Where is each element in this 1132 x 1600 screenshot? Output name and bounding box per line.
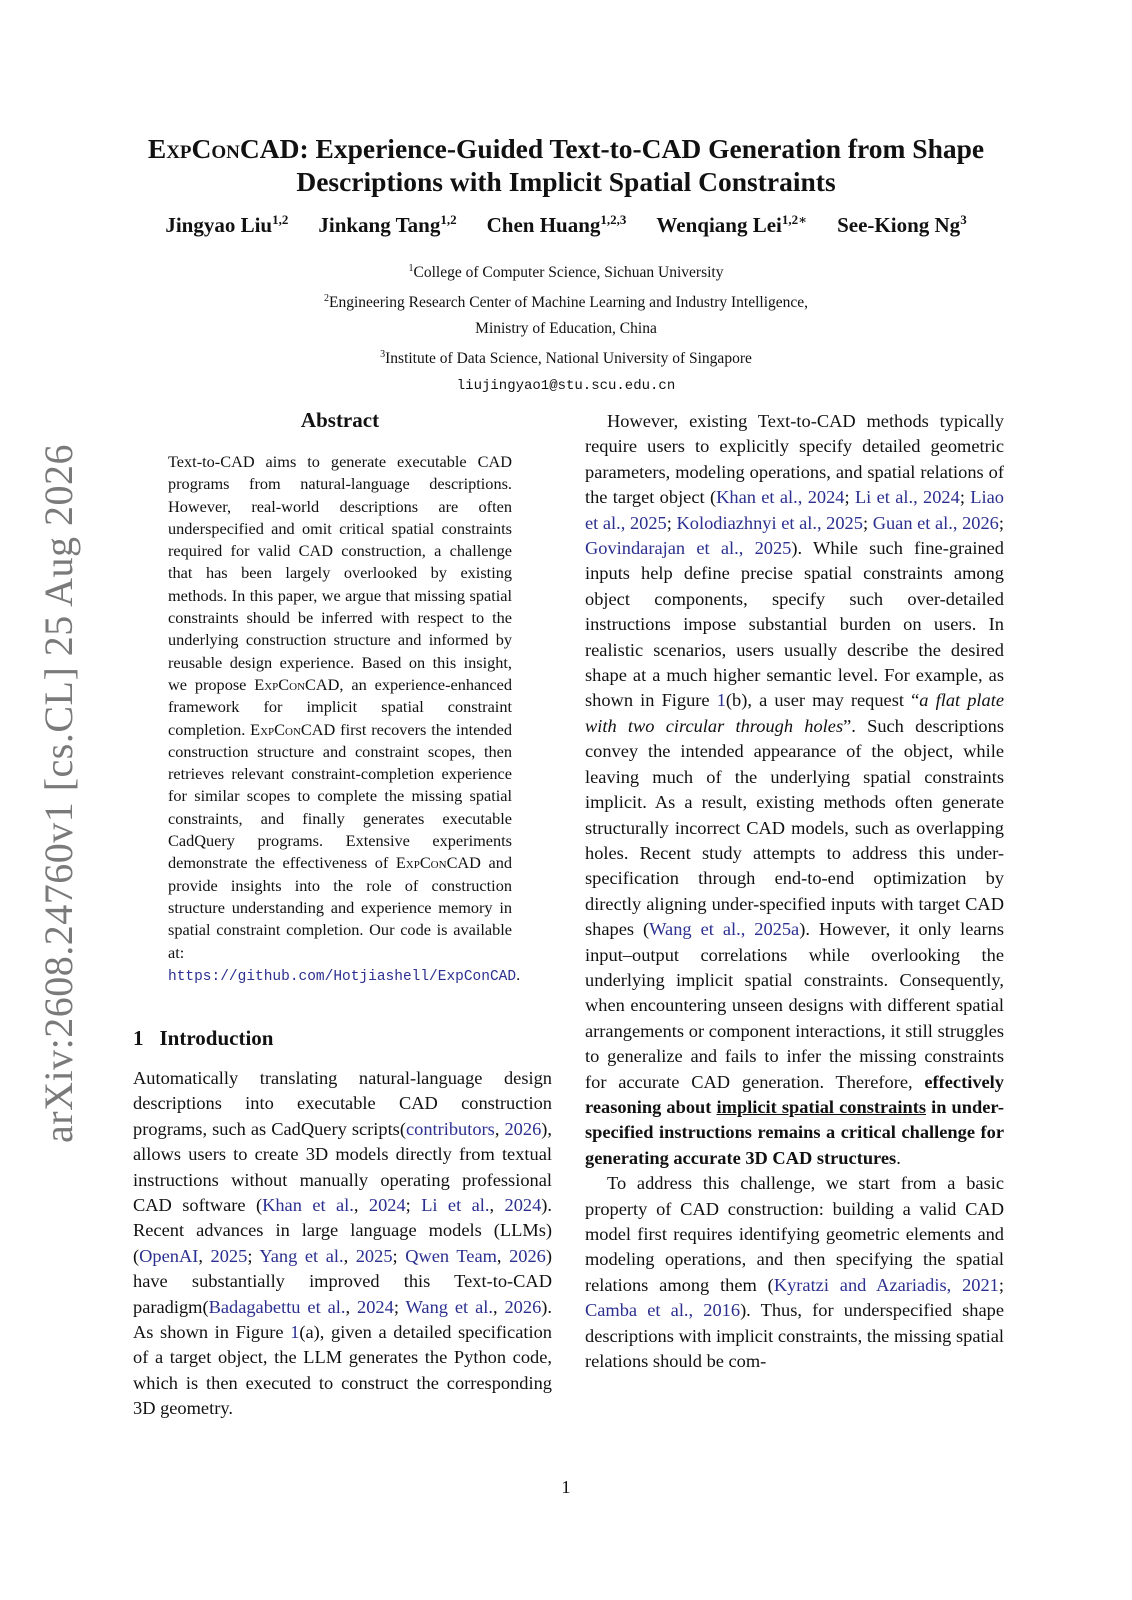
citation-link[interactable]: Guan et al., 2026 xyxy=(872,512,999,533)
citation-link[interactable]: Kyratzi and Azariadis, 2021 xyxy=(773,1274,999,1295)
affiliation-2: $^2$Engineering Research Center of Machine Learning and Industry Intelligence, xyxy=(323,293,809,312)
citation-link[interactable]: 2026 xyxy=(509,1245,546,1266)
citation-link[interactable]: Wang et al., 2025a xyxy=(649,919,800,940)
section-heading-introduction: 1 Introduction xyxy=(133,1026,274,1050)
arxiv-identifier xyxy=(26,443,90,1143)
affiliations xyxy=(110,256,1022,399)
citation-link[interactable]: 2025 xyxy=(355,1245,393,1266)
citation-link[interactable]: 2024 xyxy=(504,1195,542,1216)
citation-link[interactable]: Wang et al. xyxy=(405,1296,493,1317)
figure-reference-link[interactable]: 1 xyxy=(716,690,726,711)
affiliation-1: $^1$College of Computer Science, Sichuan University xyxy=(408,263,724,282)
citation-link[interactable]: Kolodiazhnyi et al., 2025 xyxy=(676,512,863,533)
citation-link[interactable]: Li et al. xyxy=(421,1195,490,1216)
citation-link[interactable]: Khan et al., 2024 xyxy=(716,487,845,508)
arxiv-identifier-text: arXiv:2608.24760v1 [cs.CL] 25 Aug 2026 xyxy=(35,443,81,1143)
abstract-body: Text-to-CAD aims to generate executable CAD programs from natural-language descriptions. However, real-world descriptions are often underspecified and omit critical spatial constraints required for valid CAD construction, a challenge that has been largely overlooked by existing methods. In this paper, we argue that missing spatial constraints should be inferred with respect to the underlying construction structure and informed by reusable design experience. Based on this insight, we propose ExpConCAD, an experience-enhanced framework for implicit spatial constraint completion. ExpConCAD first recovers the intended construction structure and constraint scopes, then retrieves relevant constraint-completion experience for similar scopes to complete the missing spatial constraints, and finally generates executable CadQuery programs. Extensive experiments demonstrate the effectiveness of ExpConCAD and provide insights into the role of construction structure understanding and experience memory in spatial constraint completion. Our code is available at: https://github.com/Hotjiashell/ExpConCAD. xyxy=(168,452,521,985)
citation-link[interactable]: 2024 xyxy=(357,1296,394,1317)
contact-email[interactable]: liujingyao1@stu.scu.edu.cn xyxy=(456,378,676,395)
citation-link[interactable]: Qwen Team xyxy=(405,1245,497,1266)
author: See-Kiong Ng$^3$ xyxy=(837,212,967,237)
author: Chen Huang$^{1,2,3}$ xyxy=(486,212,627,237)
citation-link[interactable]: 2024 xyxy=(368,1195,406,1216)
code-link[interactable]: https://github.com/Hotjiashell/ExpConCAD xyxy=(168,968,517,985)
paper-title xyxy=(110,132,1022,198)
citation-link[interactable]: contributors xyxy=(405,1118,495,1139)
affiliation-3: $^3$Institute of Data Science, National University of Singapore xyxy=(380,349,752,368)
title-line2: Descriptions with Implicit Spatial Constraints xyxy=(296,166,836,197)
citation-link[interactable]: Li et al., 2024 xyxy=(854,487,960,508)
citation-link[interactable]: Govindarajan et al., 2025 xyxy=(585,538,792,559)
citation-link[interactable]: Yang et al. xyxy=(259,1245,344,1266)
right-column xyxy=(585,409,1004,1374)
citation-link[interactable]: Camba et al., 2016 xyxy=(585,1300,741,1321)
right-paragraph-1: However, existing Text-to-CAD methods typically require users to explicitly specify detailed geometric parameters, modeling operations, and spatial relations of the target object (Khan et al., 2024; Li et al., 2024; Liao et al., 2025; Kolodiazhnyi et al., 2025; Guan et al., 2026; Govindarajan et al., 2025). While such fine-grained inputs help define precise spatial constraints among object components, specify such over-detailed instructions impose substantial burden on users. In realistic scenarios, users usually describe the desired shape at a much higher semantic level. For example, as shown in Figure 1(b), a user may request “a flat plate with two circular through holes”. Such descriptions convey the intended appearance of the object, while leaving much of the underlying spatial constraints implicit. As a result, existing methods often generate structurally incorrect CAD models, such as overlapping holes. Recent study attempts to address this under-specification through end-to-end optimization by directly aligning under-specified inputs with target CAD shapes (Wang et al., 2025a). However, it only learns input–output correlations while overlooking the underlying implicit spatial constraints. Consequently, when encountering unseen designs with different spatial arrangements or component interactions, it still struggles to generalize and fails to infer the missing constraints for accurate CAD generation. Therefore, effectively reasoning about implicit spatial constraints in under-specified instructions remains a critical challenge for generating accurate 3D CAD structures. xyxy=(585,411,1005,1168)
page-number: 1 xyxy=(561,1477,571,1497)
author: Jinkang Tang$^{1,2}$ xyxy=(318,212,457,237)
author: Wenqiang Lei$^{1,2∗}$ xyxy=(656,212,808,237)
introduction-paragraph: Automatically translating natural-language design descriptions into executable CAD construction programs, such as CadQuery scripts(contributors, 2026), allows users to create 3D models directly from textual instructions without manually operating professional CAD software (Khan et al., 2024; Li et al., 2024). Recent advances in large language models (LLMs) (OpenAI, 2025; Yang et al., 2025; Qwen Team, 2026) have substantially improved this Text-to-CAD paradigm(Badagabettu et al., 2024; Wang et al., 2026). As shown in Figure 1(a), given a detailed specification of a target object, the LLM generates the Python code, which is then executed to construct the corresponding 3D geometry. xyxy=(133,1068,553,1419)
abstract-heading: Abstract xyxy=(300,408,380,432)
citation-link[interactable]: 2026 xyxy=(504,1118,542,1139)
title-line1: : Experience-Guided Text-to-CAD Generation from Shape xyxy=(299,133,985,164)
citation-link[interactable]: Khan et al. xyxy=(262,1195,354,1216)
citation-link[interactable]: 2026 xyxy=(504,1296,542,1317)
right-paragraph-2: To address this challenge, we start from a basic property of CAD construction: building a valid CAD model first requires identifying geometric elements and modeling operations, and then specifying the spatial relations among them (Kyratzi and Azariadis, 2021; Camba et al., 2016). Thus, for underspecified shape descriptions with implicit constraints, the missing spatial relations should be com- xyxy=(585,1173,1004,1372)
citation-link[interactable]: Liao et al., 2025 xyxy=(585,487,1004,533)
citation-link[interactable]: Badagabettu et al. xyxy=(208,1296,346,1317)
title-method-name: ExpConCAD xyxy=(147,133,300,164)
affiliation-2-continued: Ministry of Education, China xyxy=(475,320,657,338)
author-list xyxy=(110,212,1022,238)
figure-reference-link[interactable]: 1 xyxy=(290,1322,300,1343)
author: Jingyao Liu$^{1,2}$ xyxy=(165,212,289,237)
citation-link[interactable]: 2025 xyxy=(210,1245,248,1266)
citation-link[interactable]: OpenAI xyxy=(139,1245,199,1266)
